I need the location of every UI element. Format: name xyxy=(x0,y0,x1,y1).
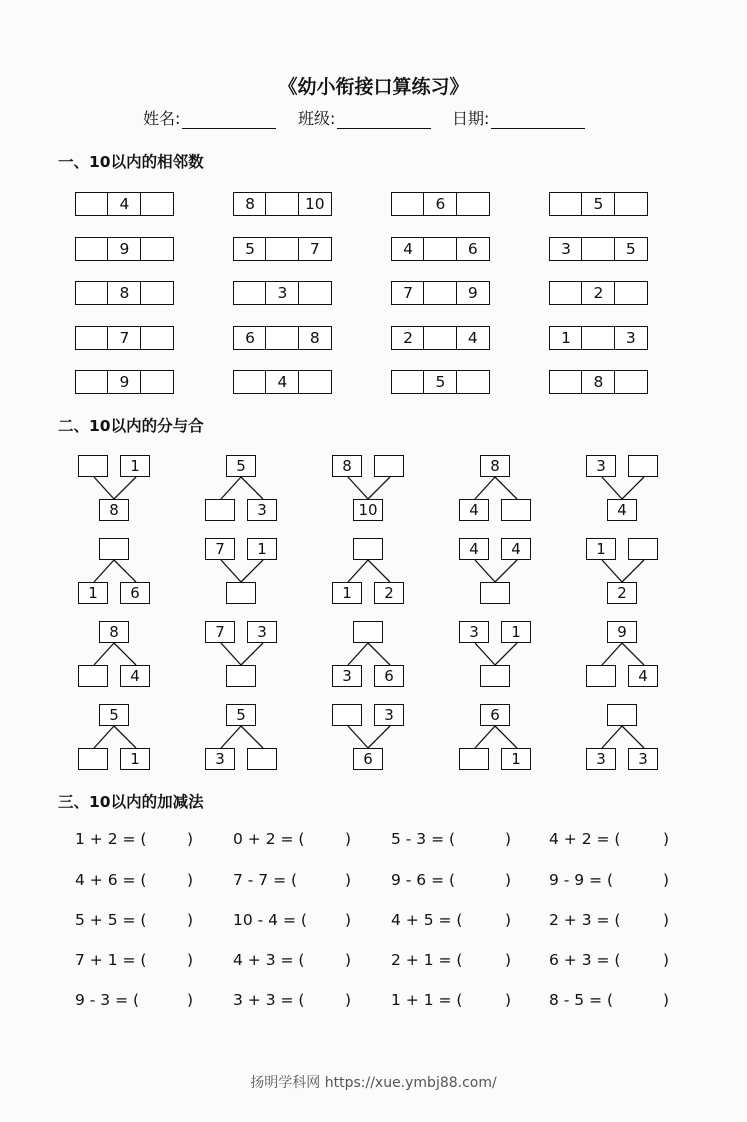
adjacent-number-item xyxy=(75,281,174,305)
closing-paren: ) xyxy=(187,911,194,929)
closing-paren: ) xyxy=(345,991,352,1009)
section3-heading: 三、10以内的加减法 xyxy=(58,793,204,811)
given-number: 4 xyxy=(456,326,490,350)
number-bond xyxy=(459,704,539,772)
answer-box[interactable] xyxy=(233,281,267,305)
given-number: 8 xyxy=(107,281,141,305)
answer-box[interactable] xyxy=(586,665,616,687)
given-number: 8 xyxy=(480,455,510,477)
answer-box[interactable] xyxy=(75,192,109,216)
given-number: 5 xyxy=(614,237,648,261)
answer-box[interactable] xyxy=(140,192,174,216)
answer-box[interactable] xyxy=(332,704,362,726)
given-number: 5 xyxy=(581,192,615,216)
given-number: 6 xyxy=(233,326,267,350)
given-number: 1 xyxy=(549,326,583,350)
closing-paren: ) xyxy=(345,951,352,969)
answer-box[interactable] xyxy=(298,370,332,394)
class-label: 班级: xyxy=(298,109,336,128)
given-number: 4 xyxy=(265,370,299,394)
given-number: 4 xyxy=(628,665,658,687)
adjacent-number-item xyxy=(75,326,174,350)
given-number: 6 xyxy=(456,237,490,261)
answer-box[interactable] xyxy=(607,704,637,726)
given-number: 6 xyxy=(353,748,383,770)
given-number: 3 xyxy=(247,499,277,521)
number-bond xyxy=(586,704,666,772)
date-field xyxy=(452,106,585,129)
number-bond xyxy=(459,538,539,606)
adjacent-number-item xyxy=(391,192,490,216)
equation-question: 1 + 1 = ( xyxy=(391,991,463,1009)
given-number: 10 xyxy=(298,192,332,216)
answer-box[interactable] xyxy=(226,665,256,687)
closing-paren: ) xyxy=(187,871,194,889)
answer-box[interactable] xyxy=(298,281,332,305)
given-number: 4 xyxy=(459,538,489,560)
answer-box[interactable] xyxy=(614,370,648,394)
answer-box[interactable] xyxy=(480,665,510,687)
given-number: 1 xyxy=(247,538,277,560)
answer-box[interactable] xyxy=(233,370,267,394)
number-bond xyxy=(205,538,285,606)
given-number: 3 xyxy=(586,455,616,477)
given-number: 3 xyxy=(265,281,299,305)
closing-paren: ) xyxy=(505,911,512,929)
answer-box[interactable] xyxy=(99,538,129,560)
closing-paren: ) xyxy=(505,830,512,848)
answer-box[interactable] xyxy=(456,370,490,394)
answer-box[interactable] xyxy=(391,370,425,394)
given-number: 7 xyxy=(298,237,332,261)
given-number: 7 xyxy=(205,621,235,643)
given-number: 1 xyxy=(120,455,150,477)
footer-watermark: 扬明学科网 https://xue.ymbj88.com/ xyxy=(250,1075,497,1091)
given-number: 4 xyxy=(391,237,425,261)
class-field xyxy=(298,106,431,129)
given-number: 4 xyxy=(501,538,531,560)
given-number: 5 xyxy=(226,455,256,477)
answer-box[interactable] xyxy=(140,370,174,394)
answer-box[interactable] xyxy=(614,192,648,216)
number-bond xyxy=(459,621,539,689)
adjacent-number-item xyxy=(233,192,332,216)
equation-question: 4 + 5 = ( xyxy=(391,911,463,929)
closing-paren: ) xyxy=(187,830,194,848)
equation-question: 0 + 2 = ( xyxy=(233,830,305,848)
answer-box[interactable] xyxy=(501,499,531,521)
given-number: 7 xyxy=(107,326,141,350)
number-bond xyxy=(205,704,285,772)
given-number: 3 xyxy=(614,326,648,350)
closing-paren: ) xyxy=(187,991,194,1009)
answer-box[interactable] xyxy=(78,455,108,477)
answer-box[interactable] xyxy=(423,281,457,305)
adjacent-number-item xyxy=(549,326,648,350)
answer-box[interactable] xyxy=(581,237,615,261)
equation-question: 5 + 5 = ( xyxy=(75,911,147,929)
given-number: 7 xyxy=(205,538,235,560)
given-number: 7 xyxy=(391,281,425,305)
closing-paren: ) xyxy=(505,871,512,889)
section1-heading: 一、10以内的相邻数 xyxy=(58,153,204,171)
answer-box[interactable] xyxy=(353,621,383,643)
given-number: 10 xyxy=(353,499,383,521)
given-number: 2 xyxy=(374,582,404,604)
answer-box[interactable] xyxy=(480,582,510,604)
given-number: 2 xyxy=(607,582,637,604)
equation-question: 9 - 9 = ( xyxy=(549,871,614,889)
given-number: 5 xyxy=(423,370,457,394)
given-number: 4 xyxy=(459,499,489,521)
equation-question: 3 + 3 = ( xyxy=(233,991,305,1009)
given-number: 8 xyxy=(99,621,129,643)
given-number: 3 xyxy=(205,748,235,770)
given-number: 3 xyxy=(628,748,658,770)
given-number: 1 xyxy=(332,582,362,604)
given-number: 9 xyxy=(607,621,637,643)
answer-box[interactable] xyxy=(628,455,658,477)
answer-box[interactable] xyxy=(140,281,174,305)
equation-question: 4 + 3 = ( xyxy=(233,951,305,969)
given-number: 8 xyxy=(332,455,362,477)
given-number: 2 xyxy=(391,326,425,350)
adjacent-number-item xyxy=(549,192,648,216)
name-label: 姓名: xyxy=(143,109,181,128)
number-bond xyxy=(459,455,539,523)
given-number: 1 xyxy=(501,748,531,770)
closing-paren: ) xyxy=(187,951,194,969)
number-bond xyxy=(205,455,285,523)
given-number: 1 xyxy=(78,582,108,604)
equation-question: 2 + 1 = ( xyxy=(391,951,463,969)
number-bond xyxy=(586,455,666,523)
given-number: 5 xyxy=(226,704,256,726)
answer-box[interactable] xyxy=(459,748,489,770)
answer-box[interactable] xyxy=(549,192,583,216)
equation-question: 1 + 2 = ( xyxy=(75,830,147,848)
answer-box[interactable] xyxy=(614,281,648,305)
given-number: 6 xyxy=(423,192,457,216)
given-number: 8 xyxy=(581,370,615,394)
number-bond xyxy=(78,455,158,523)
given-number: 8 xyxy=(99,499,129,521)
equation-question: 4 + 6 = ( xyxy=(75,871,147,889)
answer-box[interactable] xyxy=(423,326,457,350)
class-blank[interactable] xyxy=(337,110,431,129)
adjacent-number-item xyxy=(233,281,332,305)
given-number: 5 xyxy=(99,704,129,726)
answer-box[interactable] xyxy=(549,370,583,394)
given-number: 1 xyxy=(120,748,150,770)
name-blank[interactable] xyxy=(182,110,276,129)
adjacent-number-item xyxy=(549,370,648,394)
equation-question: 10 - 4 = ( xyxy=(233,911,307,929)
closing-paren: ) xyxy=(505,951,512,969)
number-bond xyxy=(586,538,666,606)
adjacent-number-item xyxy=(233,237,332,261)
answer-box[interactable] xyxy=(265,326,299,350)
number-bond xyxy=(332,538,412,606)
closing-paren: ) xyxy=(663,871,670,889)
adjacent-number-item xyxy=(233,370,332,394)
given-number: 3 xyxy=(549,237,583,261)
adjacent-number-item xyxy=(549,237,648,261)
given-number: 8 xyxy=(298,326,332,350)
given-number: 9 xyxy=(456,281,490,305)
adjacent-number-item xyxy=(233,326,332,350)
equation-question: 7 - 7 = ( xyxy=(233,871,298,889)
answer-box[interactable] xyxy=(549,281,583,305)
closing-paren: ) xyxy=(663,991,670,1009)
adjacent-number-item xyxy=(75,370,174,394)
adjacent-number-item xyxy=(391,237,490,261)
answer-box[interactable] xyxy=(265,237,299,261)
date-blank[interactable] xyxy=(491,110,585,129)
equation-question: 7 + 1 = ( xyxy=(75,951,147,969)
answer-box[interactable] xyxy=(247,748,277,770)
given-number: 3 xyxy=(459,621,489,643)
worksheet-title: 《幼小衔接口算练习》 xyxy=(278,76,469,98)
given-number: 5 xyxy=(233,237,267,261)
adjacent-number-item xyxy=(391,326,490,350)
closing-paren: ) xyxy=(345,911,352,929)
answer-box[interactable] xyxy=(628,538,658,560)
given-number: 9 xyxy=(107,370,141,394)
adjacent-number-item xyxy=(75,192,174,216)
adjacent-number-item xyxy=(75,237,174,261)
number-bond xyxy=(332,704,412,772)
answer-box[interactable] xyxy=(226,582,256,604)
answer-box[interactable] xyxy=(75,237,109,261)
closing-paren: ) xyxy=(345,830,352,848)
given-number: 4 xyxy=(607,499,637,521)
answer-box[interactable] xyxy=(423,237,457,261)
given-number: 1 xyxy=(501,621,531,643)
given-number: 3 xyxy=(586,748,616,770)
answer-box[interactable] xyxy=(456,192,490,216)
answer-box[interactable] xyxy=(75,281,109,305)
answer-box[interactable] xyxy=(391,192,425,216)
given-number: 3 xyxy=(247,621,277,643)
answer-box[interactable] xyxy=(75,326,109,350)
given-number: 9 xyxy=(107,237,141,261)
answer-box[interactable] xyxy=(353,538,383,560)
equation-question: 8 - 5 = ( xyxy=(549,991,614,1009)
given-number: 2 xyxy=(581,281,615,305)
equation-question: 6 + 3 = ( xyxy=(549,951,621,969)
number-bond xyxy=(78,704,158,772)
answer-box[interactable] xyxy=(374,455,404,477)
given-number: 8 xyxy=(233,192,267,216)
adjacent-number-item xyxy=(391,370,490,394)
adjacent-number-item xyxy=(549,281,648,305)
answer-box[interactable] xyxy=(78,665,108,687)
given-number: 4 xyxy=(107,192,141,216)
number-bond xyxy=(78,621,158,689)
number-bond xyxy=(332,621,412,689)
closing-paren: ) xyxy=(505,991,512,1009)
equation-question: 2 + 3 = ( xyxy=(549,911,621,929)
answer-box[interactable] xyxy=(75,370,109,394)
closing-paren: ) xyxy=(663,830,670,848)
given-number: 6 xyxy=(374,665,404,687)
given-number: 4 xyxy=(120,665,150,687)
date-label: 日期: xyxy=(452,109,490,128)
given-number: 6 xyxy=(480,704,510,726)
section2-heading: 二、10以内的分与合 xyxy=(58,417,204,435)
name-field xyxy=(143,106,276,129)
closing-paren: ) xyxy=(663,951,670,969)
adjacent-number-item xyxy=(391,281,490,305)
number-bond xyxy=(205,621,285,689)
number-bond xyxy=(586,621,666,689)
equation-question: 9 - 3 = ( xyxy=(75,991,140,1009)
equation-question: 5 - 3 = ( xyxy=(391,830,456,848)
answer-box[interactable] xyxy=(140,326,174,350)
given-number: 3 xyxy=(374,704,404,726)
closing-paren: ) xyxy=(663,911,670,929)
answer-box[interactable] xyxy=(205,499,235,521)
answer-box[interactable] xyxy=(581,326,615,350)
given-number: 3 xyxy=(332,665,362,687)
number-bond xyxy=(332,455,412,523)
answer-box[interactable] xyxy=(265,192,299,216)
given-number: 6 xyxy=(120,582,150,604)
given-number: 1 xyxy=(586,538,616,560)
closing-paren: ) xyxy=(345,871,352,889)
number-bond xyxy=(78,538,158,606)
equation-question: 4 + 2 = ( xyxy=(549,830,621,848)
answer-box[interactable] xyxy=(140,237,174,261)
answer-box[interactable] xyxy=(78,748,108,770)
equation-question: 9 - 6 = ( xyxy=(391,871,456,889)
